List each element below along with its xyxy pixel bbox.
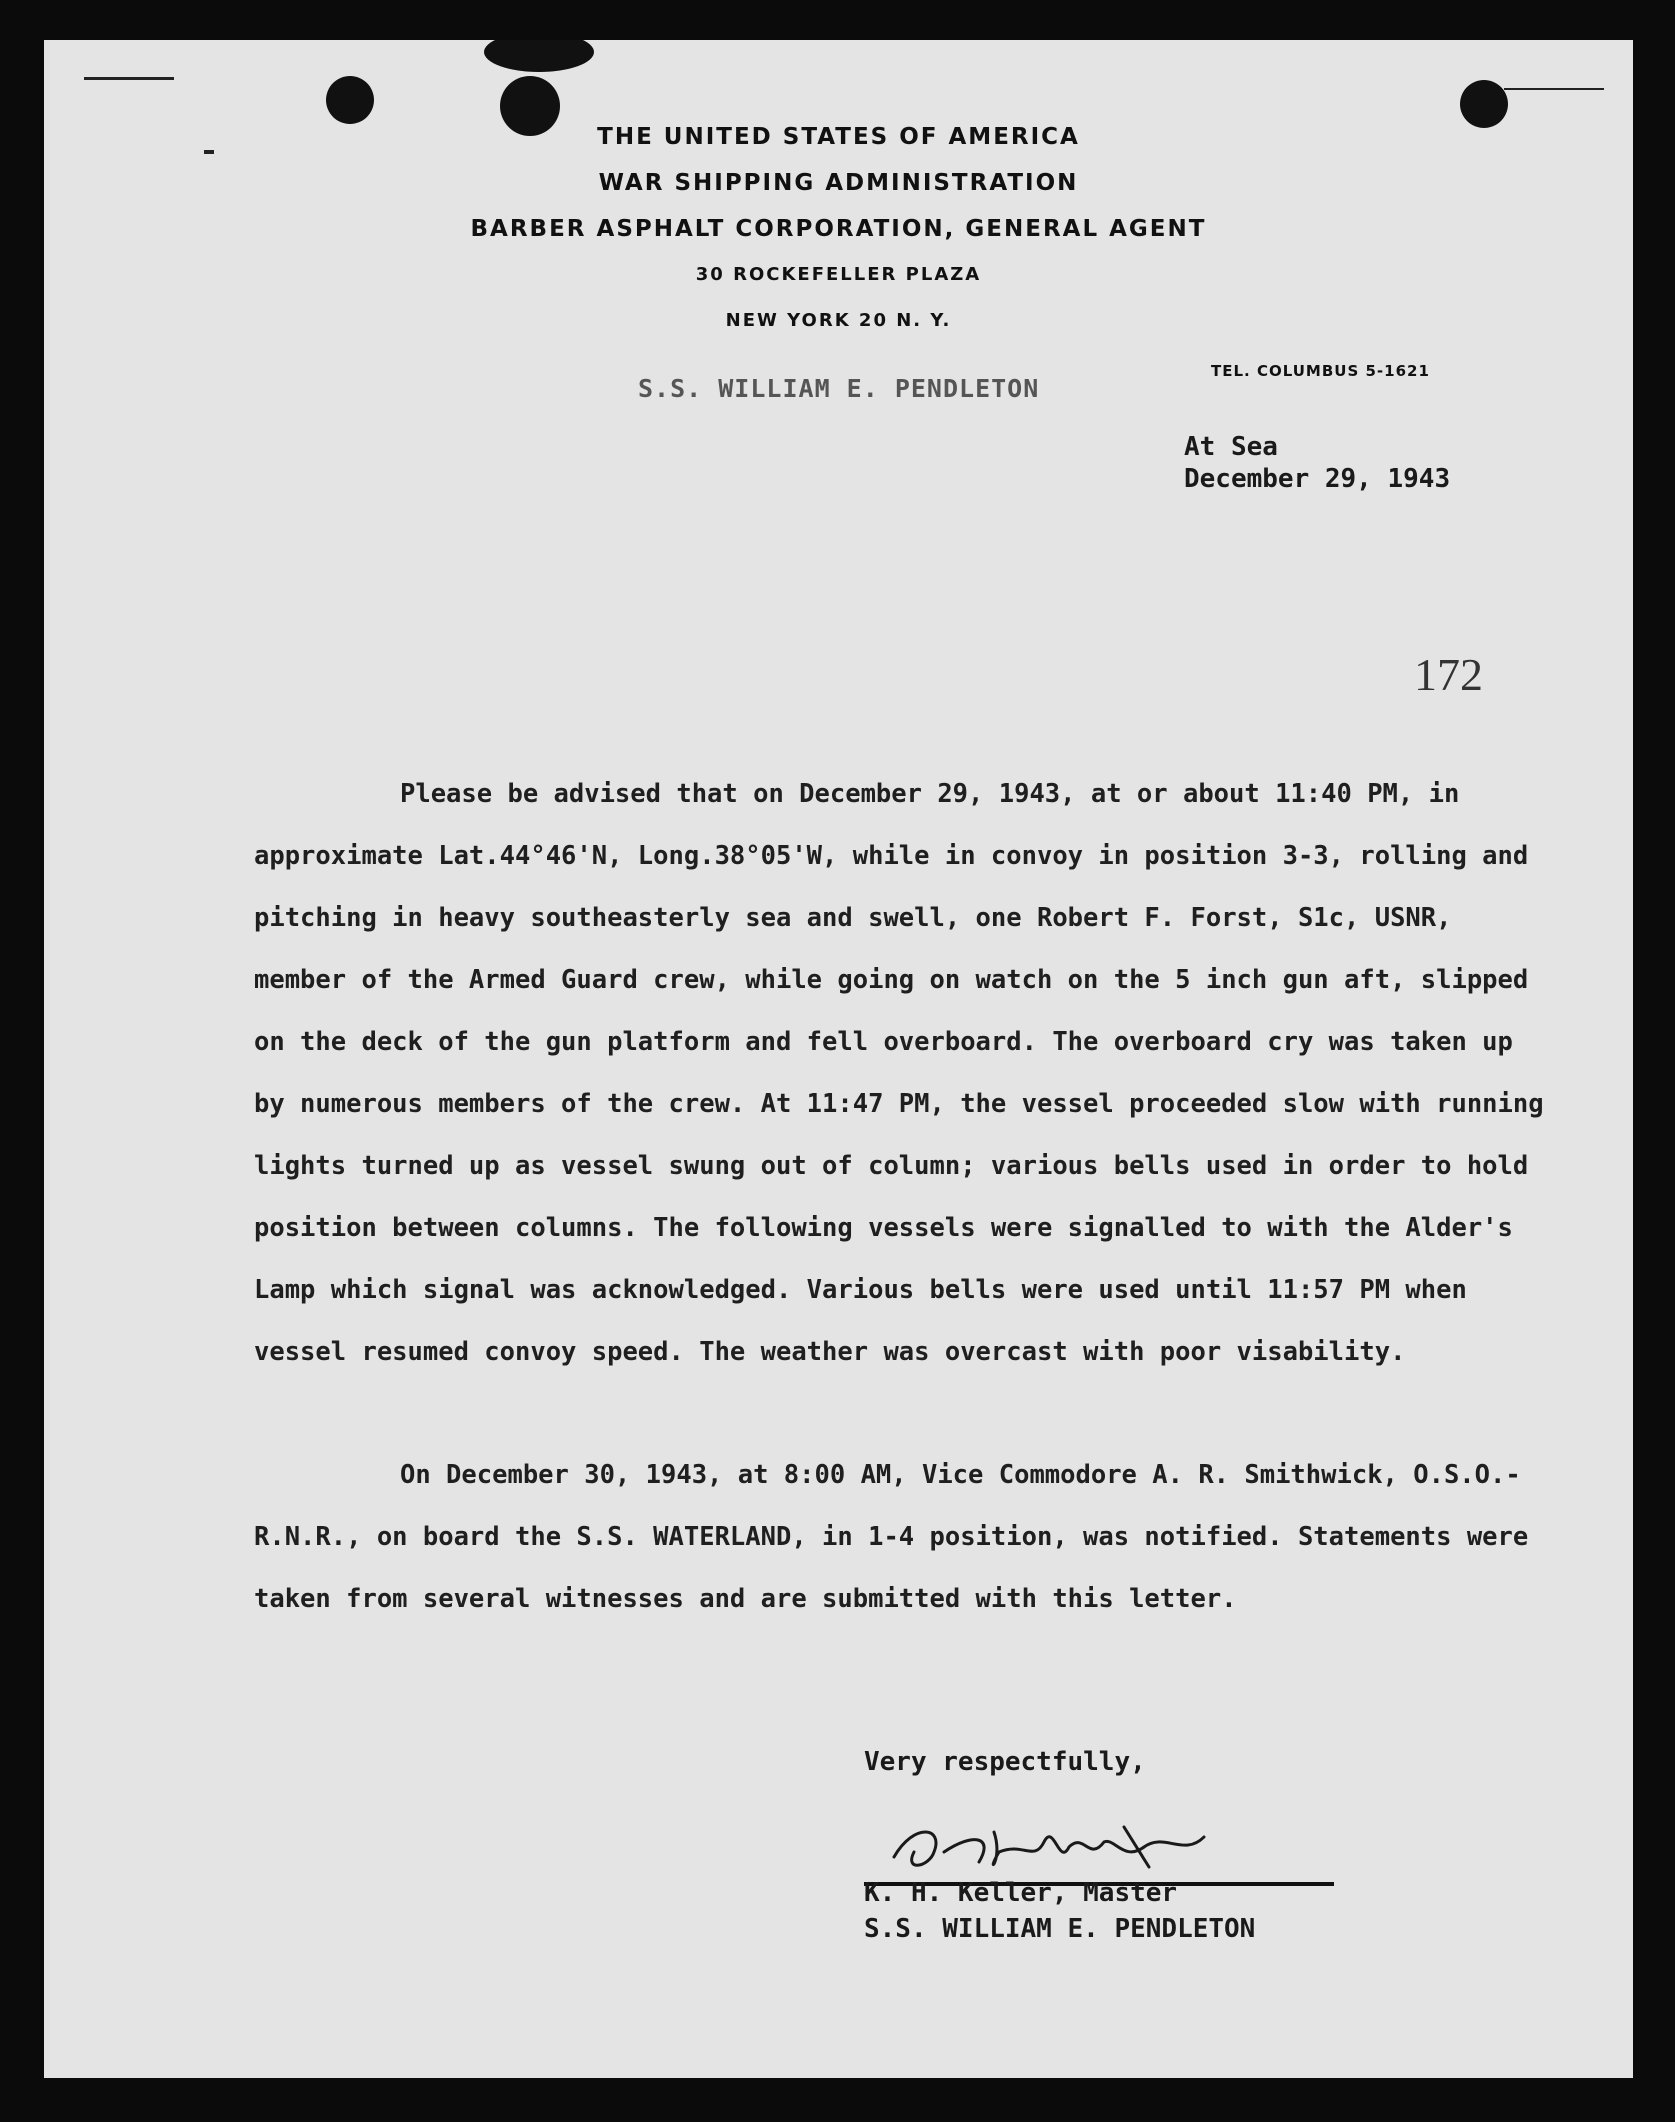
signatory-ship: S.S. WILLIAM E. PENDLETON (864, 1914, 1256, 1944)
ink-blot (484, 40, 594, 72)
ink-mark (1504, 88, 1604, 90)
letterhead-line-3: BARBER ASPHALT CORPORATION, GENERAL AGENT (470, 216, 1207, 242)
handwritten-signature (884, 1812, 1264, 1882)
telephone-number: TEL. COLUMBUS 5-1621 (1211, 362, 1430, 380)
vessel-name: S.S. WILLIAM E. PENDLETON (638, 374, 1040, 403)
letterhead-city: NEW YORK 20 N. Y. (725, 310, 952, 331)
punch-hole-left (326, 76, 374, 124)
letter-place: At Sea (1184, 432, 1278, 462)
body-paragraph: On December 30, 1943, at 8:00 AM, Vice Commodore A. R. Smithwick, O.S.O.-R.N.R., on board the S.S. WATERLAND, in 1-4 position, was notified. Statements were taken from several witnesses and are submitted with this letter. (254, 1460, 1529, 1614)
page-number: 172 (1414, 649, 1483, 700)
ink-mark (204, 150, 214, 154)
letterhead-line-1: THE UNITED STATES OF AMERICA (597, 124, 1080, 150)
ink-mark (84, 77, 174, 80)
letterhead-address: 30 ROCKEFELLER PLAZA (695, 264, 982, 285)
signatory-name: K. H. Keller, Master (864, 1878, 1178, 1908)
letter-date: December 29, 1943 (1184, 464, 1451, 494)
document-page (44, 40, 1633, 2078)
body-paragraph: Please be advised that on December 29, 1943, at or about 11:40 PM, in approximate Lat.44°46'N, Long.38°05'W, while in convoy in position 3-3, rolling and pitching in heavy southeasterly sea and swell, one Robert F. Forst, S1c, USNR, member of the Armed Guard crew, while going on watch on the 5 inch gun aft, slipped on the deck of the gun platform and fell overboard. The overboard cry was taken up by numerous members of the crew. At 11:47 PM, the vessel proceeded slow with running lights turned up as vessel swung out of column; various bells used in order to hold position between columns. The following vessels were signalled to with the Alder's Lamp which signal was acknowledged. Various bells were used until 11:57 PM when vessel resumed convoy speed. The weather was overcast with poor visability. (254, 779, 1544, 1367)
letterhead-line-2: WAR SHIPPING ADMINISTRATION (598, 170, 1079, 196)
closing: Very respectfully, (864, 1747, 1146, 1777)
punch-hole-right (1460, 80, 1508, 128)
